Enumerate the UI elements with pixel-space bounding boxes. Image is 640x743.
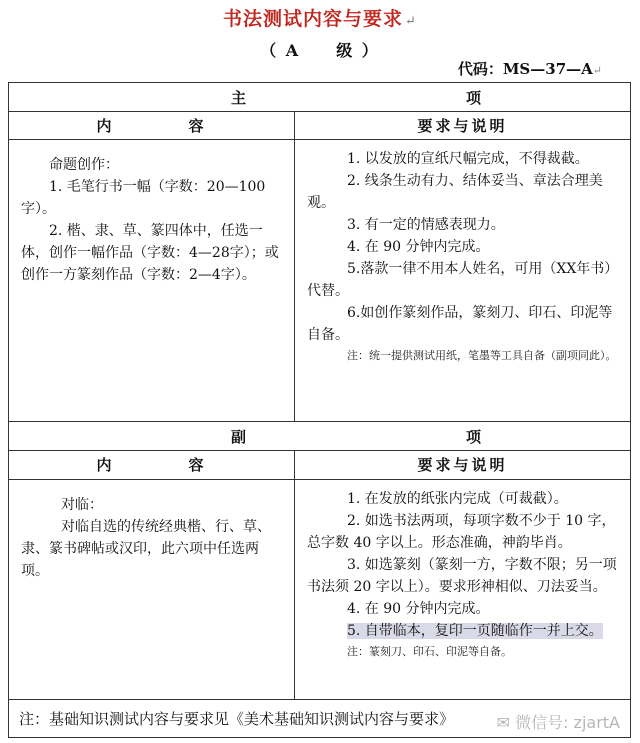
watermark-text: 微信号: zjartA <box>515 713 620 732</box>
secondary-header-right: 项 <box>465 427 481 446</box>
secondary-section-header <box>9 422 631 451</box>
document-title-text: 书法测试内容与要求 <box>223 8 404 30</box>
content-header-char1: 内 <box>96 117 115 136</box>
secondary-requirements-cell <box>295 479 631 699</box>
code-text: 代码：MS—37—A <box>457 60 593 78</box>
main-requirement-item: 1. 以发放的宣纸尺幅完成，不得裁截。 <box>347 151 589 168</box>
content-header-char2: 容 <box>188 117 207 136</box>
footer-note: 注：基础知识测试内容与要求见《美术基础知识测试内容与要求》 <box>9 699 631 737</box>
main-requirement-item: 4. 在 90 分钟内完成。 <box>347 239 490 256</box>
secondary-requirement-item: 4. 在 90 分钟内完成。 <box>347 600 490 617</box>
main-header-right: 项 <box>465 88 481 107</box>
main-content-line: 2. 楷、隶、草、篆四体中，任选一体，创作一幅作品（字数：4—28字）；或创作一方篆刻作品（字数：2—4字）。 <box>21 223 279 284</box>
secondary-requirement-item: 3. 如选篆刻（篆刻一方，字数不限；另一项书法须 20 字以上）。要求形神相似、刀法妥当。 <box>307 556 617 595</box>
secondary-content-line: 对临： <box>61 496 103 513</box>
requirements-table <box>8 82 631 738</box>
secondary-section-header-row <box>9 422 631 451</box>
content-header-char1: 内 <box>96 456 115 475</box>
paragraph-mark-icon: ↵ <box>405 14 417 29</box>
secondary-column-header-row <box>9 451 631 479</box>
paragraph-mark-icon: ↵ <box>592 64 602 77</box>
main-requirements-cell <box>295 140 631 422</box>
main-requirement-item: 5.落款一律不用本人姓名，可用（XX年书）代替。 <box>307 261 619 300</box>
secondary-requirement-item: 1. 在发放的纸张内完成（可裁截）。 <box>347 490 568 507</box>
main-header-left: 主 <box>231 88 247 107</box>
secondary-requirement-item: 2. 如选书法两项，每项字数不少于 10 字，总字数 40 字以上。形态准确，神韵毕肖。 <box>307 512 616 551</box>
selected-text: 5. 自带临本，复印一页随临作一并上交。 <box>347 622 603 639</box>
main-content-line: 命题创作： <box>49 157 119 174</box>
secondary-content-cell <box>9 479 295 699</box>
secondary-requirements-column-header: 要求与说明 <box>295 451 631 479</box>
main-requirement-item: 6.如创作篆刻作品，篆刻刀、印石、印泥等自备。 <box>307 305 613 344</box>
secondary-note: 注：篆刻刀、印石、印泥等自备。 <box>347 644 512 658</box>
main-note: 注：统一提供测试用纸，笔墨等工具自备（副项同此）。 <box>347 349 617 363</box>
secondary-content-column-header <box>9 451 295 479</box>
secondary-content-line: 对临自选的传统经典楷、行、草、隶、篆书碑帖或汉印，此六项中任选两项。 <box>21 518 271 579</box>
secondary-section-body-row <box>9 479 631 699</box>
main-requirements-column-header: 要求与说明 <box>295 112 631 140</box>
secondary-requirement-item <box>307 620 620 642</box>
main-section-header-row <box>9 83 631 112</box>
main-column-header-row <box>9 112 631 140</box>
main-section-body-row <box>9 140 631 422</box>
chat-icon: ✉ <box>496 713 510 732</box>
document-title <box>0 4 640 31</box>
main-content-cell <box>9 140 295 422</box>
main-section-header <box>9 83 631 112</box>
code-label <box>458 58 602 79</box>
secondary-header-left: 副 <box>231 427 247 446</box>
content-header-char2: 容 <box>188 456 207 475</box>
watermark <box>497 710 620 733</box>
level-label: （ A 级 ） <box>260 41 380 60</box>
main-requirement-item: 2. 线条生动有力、结体妥当、章法合理美观。 <box>307 173 603 212</box>
main-requirement-item: 3. 有一定的情感表现力。 <box>347 217 505 234</box>
main-content-line: 1. 毛笔行书一幅（字数：20—100字）。 <box>21 179 266 218</box>
main-content-column-header <box>9 112 295 140</box>
